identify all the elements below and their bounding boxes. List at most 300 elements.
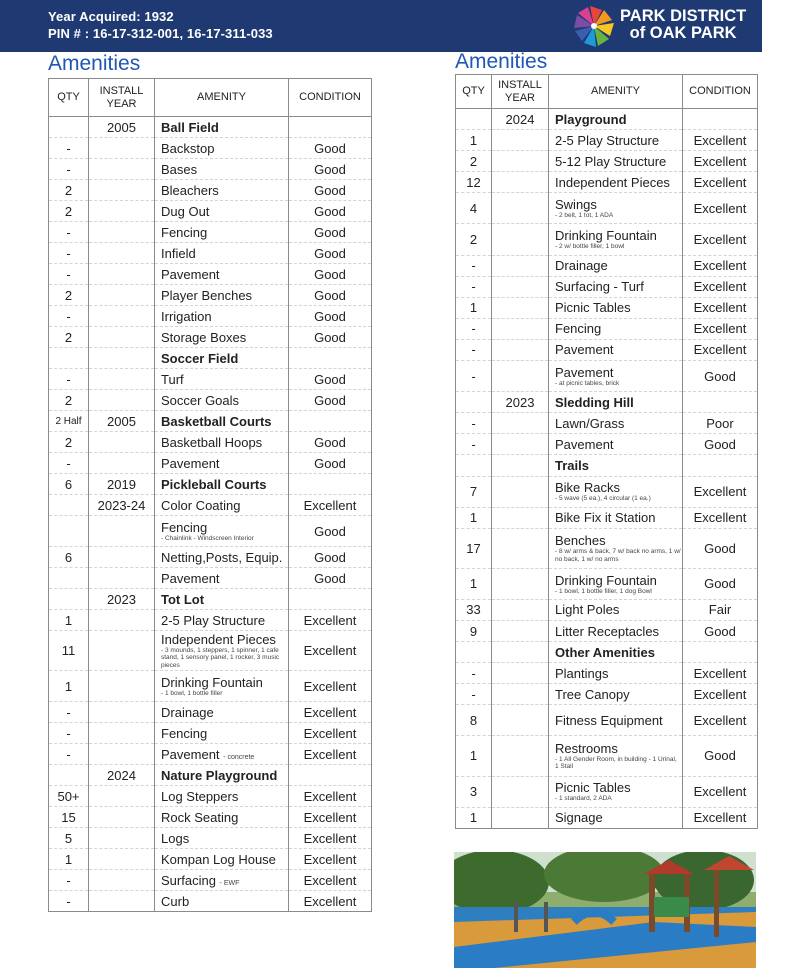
condition-cell: Excellent	[683, 172, 758, 193]
amenity-name: Rock Seating	[161, 809, 239, 825]
table-row	[456, 434, 758, 455]
year-acquired: Year Acquired: 1932	[48, 9, 174, 24]
amenity-note: - 2 belt, 1 tot, 1 ADA	[555, 212, 614, 220]
install-year-cell	[492, 224, 549, 255]
table-row	[49, 495, 372, 516]
table-row	[49, 264, 372, 285]
qty-cell	[49, 117, 89, 138]
table-row	[456, 130, 758, 151]
amenity-cell	[549, 476, 683, 507]
install-year-cell: 2023-24	[89, 495, 155, 516]
table-row	[456, 642, 758, 663]
amenity-cell	[155, 306, 289, 327]
amenity-cell	[155, 201, 289, 222]
install-year-cell	[492, 663, 549, 684]
qty-cell: -	[456, 276, 492, 297]
condition-cell: Excellent	[683, 297, 758, 318]
install-year-cell	[89, 453, 155, 474]
qty-cell: 50+	[49, 786, 89, 807]
amenity-cell	[549, 130, 683, 151]
amenity-cell	[549, 276, 683, 297]
qty-cell: 17	[456, 528, 492, 568]
qty-cell: -	[49, 453, 89, 474]
table-row	[49, 828, 372, 849]
condition-cell: Fair	[683, 599, 758, 620]
amenity-name: Fencing	[161, 725, 208, 741]
amenity-name: Drainage	[161, 704, 214, 720]
condition-cell: Excellent	[289, 891, 372, 912]
qty-cell: -	[456, 255, 492, 276]
amenity-note: - 1 standard, 2 ADA	[555, 795, 612, 803]
qty-cell: 5	[49, 828, 89, 849]
right-table-body	[456, 109, 758, 829]
condition-cell: Good	[289, 547, 372, 568]
section-heading	[155, 765, 289, 786]
condition-cell	[289, 474, 372, 495]
condition-cell: Excellent	[289, 744, 372, 765]
amenity-name: Color Coating	[161, 497, 241, 513]
amenity-cell	[155, 432, 289, 453]
table-row	[456, 339, 758, 360]
install-year-cell	[89, 671, 155, 702]
install-year-cell	[89, 264, 155, 285]
table-row	[49, 369, 372, 390]
install-year-cell	[492, 568, 549, 599]
section-heading	[549, 642, 683, 663]
condition-cell: Excellent	[683, 663, 758, 684]
table-row	[49, 547, 372, 568]
table-row	[49, 568, 372, 589]
amenity-name: Drinking Fountain	[161, 674, 263, 690]
install-year-cell	[492, 776, 549, 807]
amenity-note: - EWF	[219, 879, 240, 887]
amenity-cell	[549, 663, 683, 684]
table-row	[49, 589, 372, 610]
amenity-cell	[155, 828, 289, 849]
qty-cell: 2	[49, 201, 89, 222]
amenity-name: Picnic Tables	[555, 780, 631, 796]
table-row	[49, 222, 372, 243]
pin-number: PIN # : 16-17-312-001, 16-17-311-033	[48, 26, 273, 41]
qty-cell: 2	[456, 151, 492, 172]
condition-cell: Good	[289, 285, 372, 306]
qty-cell: 6	[49, 474, 89, 495]
amenity-name: Pavement	[161, 746, 220, 762]
table-row	[49, 138, 372, 159]
amenity-name: Tree Canopy	[555, 686, 630, 702]
condition-cell: Good	[289, 180, 372, 201]
table-row	[456, 528, 758, 568]
condition-cell: Excellent	[289, 807, 372, 828]
table-row	[49, 285, 372, 306]
qty-cell: 2	[49, 180, 89, 201]
install-year-cell	[492, 434, 549, 455]
condition-cell	[289, 117, 372, 138]
table-row	[456, 568, 758, 599]
table-row	[49, 744, 372, 765]
install-year-cell	[492, 255, 549, 276]
amenity-cell	[155, 222, 289, 243]
amenity-cell	[549, 776, 683, 807]
amenity-name: Litter Receptacles	[555, 623, 660, 639]
qty-cell: 6	[49, 547, 89, 568]
qty-cell: 33	[456, 599, 492, 620]
amenity-cell	[155, 744, 289, 765]
amenity-name: Picnic Tables	[555, 300, 631, 316]
condition-cell: Excellent	[683, 255, 758, 276]
amenity-cell	[155, 610, 289, 631]
table-row	[49, 306, 372, 327]
amenity-name: Pickleball Courts	[161, 476, 267, 492]
amenity-name: Bike Racks	[555, 480, 621, 496]
amenity-name: Backstop	[161, 140, 215, 156]
qty-cell: 2	[49, 432, 89, 453]
condition-cell: Good	[289, 432, 372, 453]
amenity-cell	[155, 138, 289, 159]
condition-cell: Poor	[683, 413, 758, 434]
qty-cell: -	[456, 434, 492, 455]
condition-cell: Excellent	[289, 786, 372, 807]
playground-photo	[454, 852, 756, 968]
col-header-amenity: AMENITY	[155, 79, 289, 117]
amenity-cell	[549, 568, 683, 599]
section-heading	[549, 455, 683, 476]
amenity-note: - 3 mounds, 1 steppers, 1 spinner, 1 cafe stand, 1 sensory panel, 1 rocker, 3 music pieces	[161, 646, 280, 669]
table-row	[49, 870, 372, 891]
table-row	[456, 684, 758, 705]
pinwheel-logo-icon	[570, 3, 618, 49]
qty-cell: -	[456, 318, 492, 339]
qty-cell: -	[49, 723, 89, 744]
table-row	[456, 599, 758, 620]
install-year-cell	[492, 318, 549, 339]
qty-cell: 2 Half	[49, 411, 89, 432]
amenity-cell	[155, 159, 289, 180]
amenity-cell	[155, 786, 289, 807]
install-year-cell	[492, 736, 549, 776]
install-year-cell	[492, 193, 549, 224]
section-heading	[155, 589, 289, 610]
qty-cell: 12	[456, 172, 492, 193]
qty-cell	[456, 392, 492, 413]
qty-cell: 1	[49, 671, 89, 702]
install-year-cell	[492, 684, 549, 705]
col-header-qty: QTY	[456, 75, 492, 109]
install-year-cell: 2024	[89, 765, 155, 786]
install-year-cell	[89, 432, 155, 453]
table-row	[456, 476, 758, 507]
amenity-name: Irrigation	[161, 308, 212, 324]
qty-cell: -	[49, 369, 89, 390]
table-row	[456, 276, 758, 297]
install-year-cell	[492, 276, 549, 297]
qty-cell: -	[49, 243, 89, 264]
table-row	[456, 297, 758, 318]
condition-cell: Good	[289, 201, 372, 222]
install-year-cell	[492, 507, 549, 528]
amenity-name: Benches	[555, 533, 606, 549]
amenity-name: Kompan Log House	[161, 851, 276, 867]
amenity-cell	[549, 193, 683, 224]
qty-cell: 2	[49, 390, 89, 411]
condition-cell: Good	[683, 568, 758, 599]
condition-cell: Excellent	[289, 610, 372, 631]
qty-cell: 1	[49, 849, 89, 870]
amenity-cell	[155, 807, 289, 828]
amenity-name: Fitness Equipment	[555, 712, 663, 728]
amenity-cell	[155, 264, 289, 285]
condition-cell: Good	[289, 306, 372, 327]
condition-cell: Good	[683, 434, 758, 455]
install-year-cell	[89, 891, 155, 912]
amenity-cell	[549, 705, 683, 736]
amenity-cell	[155, 390, 289, 411]
table-row	[49, 516, 372, 547]
install-year-cell: 2005	[89, 411, 155, 432]
qty-cell: 2	[49, 327, 89, 348]
table-row	[456, 151, 758, 172]
amenity-name: Independent Pieces	[161, 631, 276, 647]
property-info	[48, 8, 273, 42]
amenity-note: - 1 bowl, 1 bottle filler, 1 dog Bowl	[555, 587, 652, 595]
condition-cell: Excellent	[683, 339, 758, 360]
install-year-cell	[89, 138, 155, 159]
col-header-condition: CONDITION	[683, 75, 758, 109]
install-year-cell	[89, 828, 155, 849]
section-heading	[155, 348, 289, 369]
amenity-name: 2-5 Play Structure	[161, 612, 266, 628]
table-row	[456, 172, 758, 193]
amenity-name: Drinking Fountain	[555, 228, 657, 244]
amenity-cell	[155, 891, 289, 912]
condition-cell: Excellent	[683, 224, 758, 255]
condition-cell: Excellent	[289, 723, 372, 744]
table-row	[456, 736, 758, 776]
install-year-cell	[89, 807, 155, 828]
amenity-name: Soccer Goals	[161, 392, 240, 408]
table-row	[49, 180, 372, 201]
qty-cell	[456, 455, 492, 476]
section-heading	[549, 109, 683, 130]
amenity-cell	[549, 736, 683, 776]
qty-cell	[49, 348, 89, 369]
amenity-note: - 2 w/ bottle filler, 1 bowl	[555, 243, 625, 251]
table-row	[49, 432, 372, 453]
condition-cell: Excellent	[289, 495, 372, 516]
amenity-note: - 1 bowl, 1 bottle filler	[161, 689, 223, 697]
table-row	[456, 776, 758, 807]
amenity-name: 5-12 Play Structure	[555, 153, 667, 169]
table-row	[456, 620, 758, 641]
install-year-cell	[492, 172, 549, 193]
amenity-cell	[549, 255, 683, 276]
condition-cell	[683, 455, 758, 476]
qty-cell: 8	[456, 705, 492, 736]
amenity-cell	[549, 684, 683, 705]
amenity-name: Tot Lot	[161, 591, 205, 607]
table-row	[49, 390, 372, 411]
amenity-note: - Chainlink - Windscreen Interior	[161, 534, 254, 542]
table-row	[456, 109, 758, 130]
playground-photo-icon	[454, 852, 756, 968]
table-row	[49, 243, 372, 264]
install-year-cell	[492, 476, 549, 507]
install-year-cell: 2023	[492, 392, 549, 413]
qty-cell: -	[456, 339, 492, 360]
amenity-name: Player Benches	[161, 287, 253, 303]
table-row	[49, 201, 372, 222]
install-year-cell	[89, 568, 155, 589]
col-header-install-year: INSTALL YEAR	[89, 79, 155, 117]
condition-cell: Excellent	[683, 318, 758, 339]
amenity-name: 2-5 Play Structure	[555, 132, 660, 148]
amenity-name: Surfacing	[161, 872, 216, 888]
qty-cell	[456, 642, 492, 663]
install-year-cell	[89, 702, 155, 723]
condition-cell: Good	[289, 243, 372, 264]
condition-cell	[683, 392, 758, 413]
qty-cell: -	[49, 222, 89, 243]
amenity-cell	[155, 285, 289, 306]
install-year-cell	[89, 180, 155, 201]
amenity-cell	[155, 180, 289, 201]
amenity-name: Bases	[161, 161, 198, 177]
amenity-cell	[549, 339, 683, 360]
amenity-name: Other Amenities	[555, 644, 655, 660]
install-year-cell	[89, 390, 155, 411]
park-district-logo	[570, 3, 760, 49]
install-year-cell	[492, 642, 549, 663]
table-row	[49, 807, 372, 828]
install-year-cell	[89, 348, 155, 369]
amenity-name: Surfacing - Turf	[555, 279, 644, 295]
install-year-cell	[492, 413, 549, 434]
amenity-cell	[549, 172, 683, 193]
amenity-cell	[549, 318, 683, 339]
qty-cell: -	[456, 684, 492, 705]
install-year-cell	[492, 599, 549, 620]
qty-cell: 15	[49, 807, 89, 828]
install-year-cell	[89, 723, 155, 744]
qty-cell: 1	[456, 507, 492, 528]
logo-line-1: PARK DISTRICT	[620, 7, 747, 25]
install-year-cell	[492, 807, 549, 828]
amenity-cell	[155, 702, 289, 723]
amenity-cell	[549, 599, 683, 620]
qty-cell: 1	[456, 736, 492, 776]
amenity-name: Drainage	[555, 258, 608, 274]
amenity-name: Trails	[555, 457, 589, 473]
amenity-name: Lawn/Grass	[555, 415, 625, 431]
condition-cell: Excellent	[683, 130, 758, 151]
condition-cell: Good	[289, 390, 372, 411]
col-header-condition: CONDITION	[289, 79, 372, 117]
amenity-note: - 1 All Gender Room, in building - 1 Urinal, 1 Stall	[555, 755, 677, 771]
amenity-name: Swings	[555, 197, 597, 213]
table-row	[456, 705, 758, 736]
install-year-cell	[492, 705, 549, 736]
section-heading	[155, 411, 289, 432]
qty-cell	[49, 516, 89, 547]
amenity-name: Turf	[161, 371, 184, 387]
qty-cell: -	[49, 891, 89, 912]
condition-cell: Good	[289, 264, 372, 285]
amenity-cell	[155, 453, 289, 474]
table-row	[456, 318, 758, 339]
table-row	[456, 392, 758, 413]
amenity-name: Bike Fix it Station	[555, 510, 656, 526]
install-year-cell	[89, 285, 155, 306]
install-year-cell	[89, 243, 155, 264]
condition-cell: Excellent	[289, 870, 372, 891]
qty-cell: 11	[49, 631, 89, 671]
condition-cell: Good	[683, 620, 758, 641]
qty-cell: 1	[456, 130, 492, 151]
amenity-cell	[549, 151, 683, 172]
condition-cell: Excellent	[683, 151, 758, 172]
amenity-name: Drinking Fountain	[555, 572, 657, 588]
qty-cell: 1	[456, 568, 492, 599]
condition-cell: Good	[289, 516, 372, 547]
table-row	[49, 891, 372, 912]
qty-cell: 1	[456, 297, 492, 318]
amenity-cell	[155, 516, 289, 547]
amenity-name: Pavement	[555, 342, 614, 358]
qty-cell	[49, 589, 89, 610]
amenity-cell	[155, 870, 289, 891]
amenity-name: Basketball Courts	[161, 413, 272, 429]
amenity-cell	[549, 297, 683, 318]
condition-cell: Excellent	[683, 476, 758, 507]
condition-cell	[683, 109, 758, 130]
amenity-cell	[549, 807, 683, 828]
amenity-cell	[549, 620, 683, 641]
table-row	[49, 159, 372, 180]
install-year-cell	[89, 201, 155, 222]
install-year-cell	[492, 339, 549, 360]
install-year-cell	[89, 744, 155, 765]
table-row	[456, 663, 758, 684]
condition-cell: Good	[289, 327, 372, 348]
install-year-cell	[492, 361, 549, 392]
install-year-cell	[492, 297, 549, 318]
section-heading	[549, 392, 683, 413]
amenity-name: Plantings	[555, 665, 609, 681]
install-year-cell	[492, 620, 549, 641]
left-amenities-table	[48, 78, 372, 912]
condition-cell	[289, 348, 372, 369]
install-year-cell	[89, 870, 155, 891]
amenity-name: Fencing	[161, 224, 208, 240]
qty-cell: -	[49, 306, 89, 327]
amenity-name: Pavement	[161, 570, 220, 586]
table-row	[49, 631, 372, 671]
table-row	[49, 117, 372, 138]
table-row	[49, 786, 372, 807]
left-table-body	[49, 117, 372, 912]
table-row	[49, 474, 372, 495]
amenity-name: Basketball Hoops	[161, 434, 263, 450]
condition-cell: Excellent	[683, 276, 758, 297]
qty-cell: -	[49, 159, 89, 180]
condition-cell: Good	[289, 159, 372, 180]
install-year-cell	[89, 369, 155, 390]
condition-cell: Good	[289, 138, 372, 159]
amenity-name: Soccer Field	[161, 350, 239, 366]
amenity-name: Light Poles	[555, 602, 620, 618]
table-row	[49, 765, 372, 786]
table-row	[49, 453, 372, 474]
